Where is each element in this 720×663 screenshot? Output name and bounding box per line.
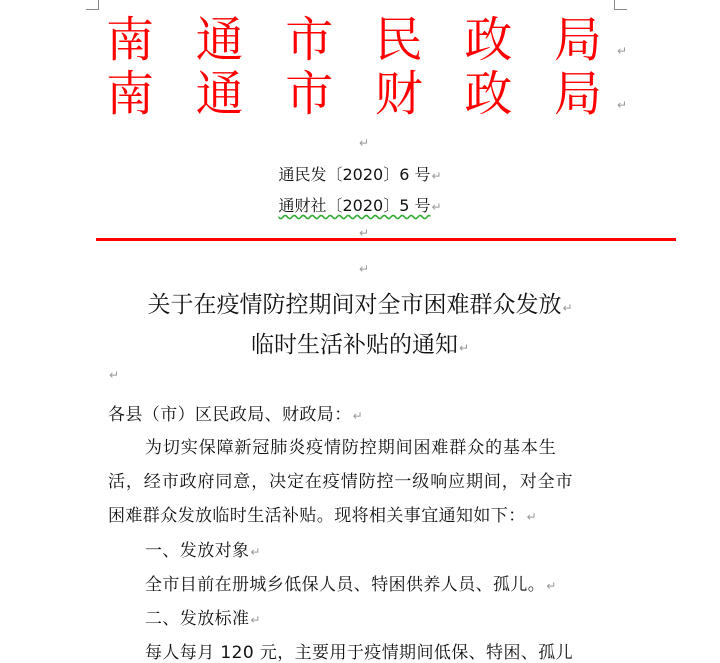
header-char: 市 bbox=[285, 12, 334, 68]
header-char: 财 bbox=[374, 66, 423, 122]
section-heading: 一、发放对象↵ bbox=[145, 541, 261, 561]
paragraph-mark: ↵ bbox=[617, 98, 628, 112]
header-char: 南 bbox=[106, 66, 155, 122]
body-line: 全市目前在册城乡低保人员、特困供养人员、孤儿。↵ bbox=[145, 575, 557, 595]
red-divider bbox=[96, 238, 676, 241]
header-char: 通 bbox=[195, 12, 244, 68]
body-line: 困难群众发放临时生活补贴。现将相关事宜通知如下：↵ bbox=[108, 506, 538, 526]
doc-number-2: 通财社〔2020〕5 号↵ bbox=[278, 196, 442, 215]
header-char: 政 bbox=[464, 12, 513, 68]
header-char: 通 bbox=[195, 66, 244, 122]
header-char: 市 bbox=[285, 66, 334, 122]
header-char: 政 bbox=[464, 66, 513, 122]
section-heading: 二、发放标准↵ bbox=[145, 609, 261, 629]
salutation: 各县（市）区民政局、财政局：↵ bbox=[108, 405, 364, 425]
header-char: 南 bbox=[106, 12, 155, 68]
paragraph-mark: ↵ bbox=[109, 368, 120, 382]
header-char: 局 bbox=[553, 12, 602, 68]
document-title-line-2: 临时生活补贴的通知↵ bbox=[250, 332, 470, 358]
body-line: 每人每月 120 元，主要用于疫情期间低保、特困、孤儿 bbox=[145, 643, 574, 663]
paragraph-mark: ↵ bbox=[359, 226, 370, 240]
header-char: 民 bbox=[374, 12, 423, 68]
paragraph-mark: ↵ bbox=[359, 262, 370, 276]
paragraph-mark: ↵ bbox=[359, 136, 370, 150]
header-line-2 bbox=[106, 68, 602, 120]
doc-number-1: 通民发〔2020〕6 号↵ bbox=[278, 165, 442, 184]
body-line: 活，经市政府同意，决定在疫情防控一级响应期间，对全市 bbox=[108, 472, 574, 492]
header-char: 局 bbox=[553, 66, 602, 122]
margin-corner-mark bbox=[86, 0, 99, 10]
header-line-1 bbox=[106, 14, 602, 66]
paragraph-mark: ↵ bbox=[617, 44, 628, 58]
margin-corner-mark bbox=[614, 0, 627, 10]
body-line: 为切实保障新冠肺炎疫情防控期间困难群众的基本生 bbox=[145, 438, 557, 458]
document-title-line-1: 关于在疫情防控期间对全市困难群众发放↵ bbox=[147, 292, 573, 318]
